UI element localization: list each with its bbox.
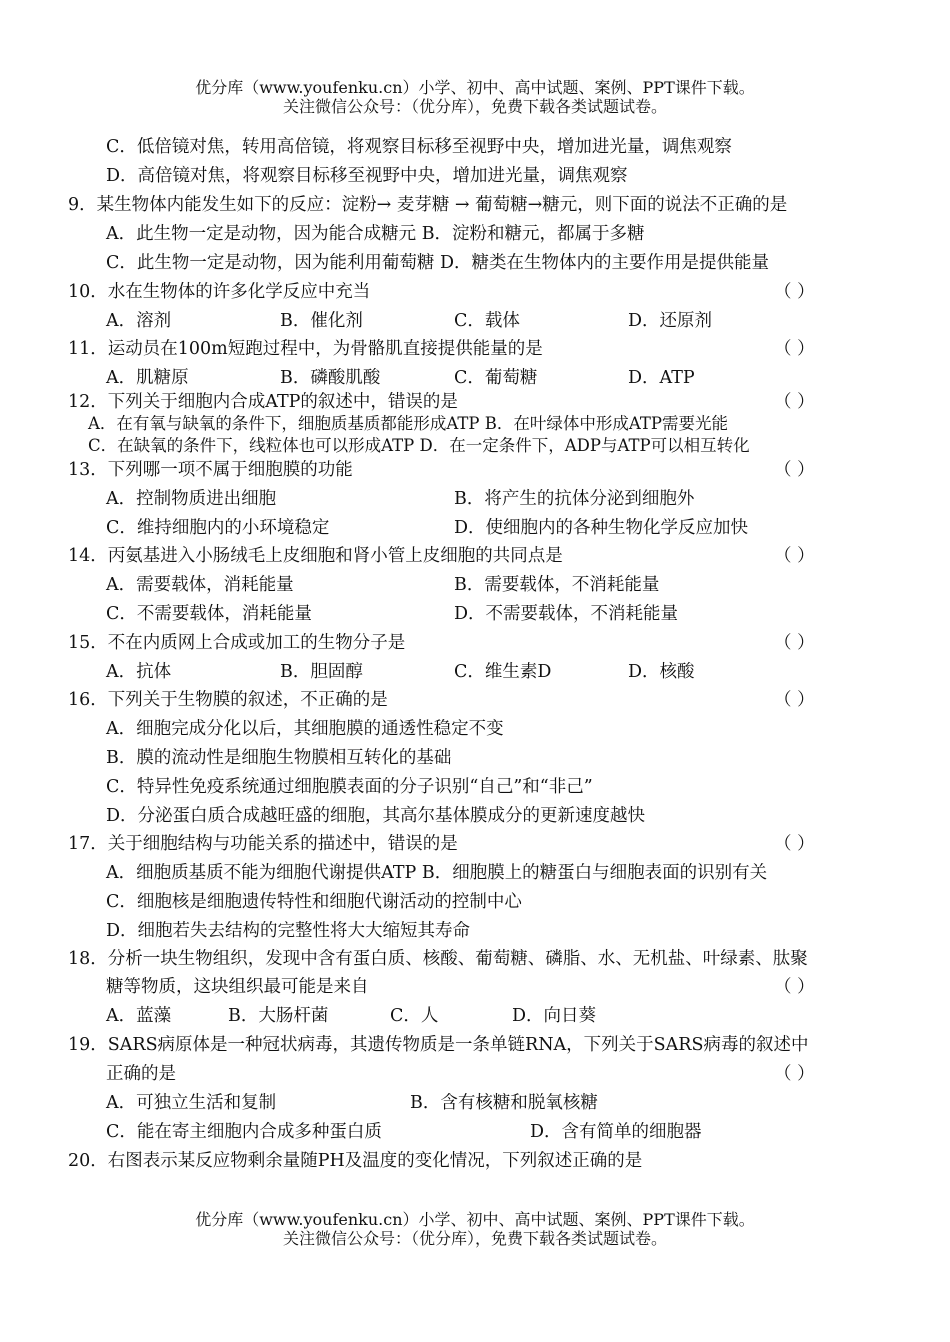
q15-option-d: D．核酸 xyxy=(628,662,695,682)
q8-option-c: C．低倍镜对焦，转用高倍镜，将观察目标移至视野中央，增加进光量，调焦观察 xyxy=(106,137,732,157)
q9-stem: 9．某生物体内能发生如下的反应：淀粉→ 麦芽糖 → 葡萄糖→糖元，则下面的说法不正确的是 xyxy=(68,195,788,215)
q16-stem: 16．下列关于生物膜的叙述，不正确的是 xyxy=(68,690,388,710)
q12-stem: 12．下列关于细胞内合成ATP的叙述中，错误的是 xyxy=(68,392,458,412)
q10-option-b: B．催化剂 xyxy=(280,311,363,331)
q15-answer-blank: （ ） xyxy=(774,633,815,653)
q14-option-d: D．不需要载体，不消耗能量 xyxy=(454,604,679,624)
q15-option-c: C．维生素D xyxy=(454,662,552,682)
q16-option-d: D．分泌蛋白质合成越旺盛的细胞，其高尔基体膜成分的更新速度越快 xyxy=(106,806,646,826)
q15-option-a: A．抗体 xyxy=(106,662,172,682)
q14-option-b: B．需要载体，不消耗能量 xyxy=(454,575,660,595)
q17-stem: 17．关于细胞结构与功能关系的描述中，错误的是 xyxy=(68,834,458,854)
q10-answer-blank: （ ） xyxy=(774,282,815,302)
q13-option-c: C．维持细胞内的小环境稳定 xyxy=(106,518,330,538)
q9-options-cd: C．此生物一定是动物，因为能利用葡萄糖 D．糖类在生物体内的主要作用是提供能量 xyxy=(106,253,769,273)
q18-option-d: D．向日葵 xyxy=(512,1006,597,1026)
q12-options-ab: A．在有氧与缺氧的条件下，细胞质基质都能形成ATP B．在叶绿体中形成ATP需要光能 xyxy=(88,414,729,433)
q19-stem-line-1: 19．SARS病原体是一种冠状病毒，其遗传物质是一条单链RNA，下列关于SARS病毒的叙述中 xyxy=(68,1035,809,1055)
q19-option-a: A．可独立生活和复制 xyxy=(106,1093,277,1113)
q19-answer-blank: （ ） xyxy=(774,1064,815,1084)
q16-answer-blank: （ ） xyxy=(774,690,815,710)
q15-option-b: B．胆固醇 xyxy=(280,662,363,682)
q18-option-a: A．蓝藻 xyxy=(106,1006,172,1026)
q13-stem: 13．下列哪一项不属于细胞膜的功能 xyxy=(68,460,353,480)
q14-option-a: A．需要载体，消耗能量 xyxy=(106,575,294,595)
footer-line-2: 关注微信公众号：（优分库），免费下载各类试题试卷。 xyxy=(282,1229,667,1248)
q14-stem: 14．丙氨基进入小肠绒毛上皮细胞和肾小管上皮细胞的共同点是 xyxy=(68,546,563,566)
q19-option-b: B．含有核糖和脱氧核糖 xyxy=(410,1093,598,1113)
q11-option-b: B．磷酸肌酸 xyxy=(280,368,381,388)
q9-options-ab: A．此生物一定是动物，因为能合成糖元 B．淀粉和糖元，都属于多糖 xyxy=(106,224,645,244)
q16-option-c: C．特异性免疫系统通过细胞膜表面的分子识别“自己”和“非己” xyxy=(106,777,593,797)
q18-option-b: B．大肠杆菌 xyxy=(228,1006,329,1026)
q8-option-d: D．高倍镜对焦，将观察目标移至视野中央，增加进光量，调焦观察 xyxy=(106,166,628,186)
q11-stem: 11．运动员在100m短跑过程中，为骨骼肌直接提供能量的是 xyxy=(68,339,543,359)
q16-option-a: A．细胞完成分化以后，其细胞膜的通透性稳定不变 xyxy=(106,719,504,739)
q10-stem: 10．水在生物体的许多化学反应中充当 xyxy=(68,282,371,302)
q12-options-cd: C．在缺氧的条件下，线粒体也可以形成ATP D．在一定条件下，ADP与ATP可以相互转化 xyxy=(88,436,750,455)
q19-option-d: D．含有简单的细胞器 xyxy=(530,1122,702,1142)
q10-option-a: A．溶剂 xyxy=(106,311,172,331)
q11-option-d: D．ATP xyxy=(628,368,695,388)
header-line-2: 关注微信公众号：（优分库），免费下载各类试题试卷。 xyxy=(282,97,667,116)
q15-stem: 15．不在内质网上合成或加工的生物分子是 xyxy=(68,633,406,653)
q10-option-c: C．载体 xyxy=(454,311,520,331)
q16-option-b: B．膜的流动性是细胞生物膜相互转化的基础 xyxy=(106,748,452,768)
q10-option-d: D．还原剂 xyxy=(628,311,713,331)
q14-option-c: C．不需要载体，消耗能量 xyxy=(106,604,312,624)
q17-option-d: D．细胞若失去结构的完整性将大大缩短其寿命 xyxy=(106,921,471,941)
q18-option-c: C．人 xyxy=(390,1006,439,1026)
q17-option-c: C．细胞核是细胞遗传特性和细胞代谢活动的控制中心 xyxy=(106,892,522,912)
q18-stem-line-1: 18．分析一块生物组织，发现中含有蛋白质、核酸、葡萄糖、磷脂、水、无机盐、叶绿素、肽聚 xyxy=(68,949,808,969)
q13-option-b: B．将产生的抗体分泌到细胞外 xyxy=(454,489,695,509)
q17-options-ab: A．细胞质基质不能为细胞代谢提供ATP B．细胞膜上的糖蛋白与细胞表面的识别有关 xyxy=(106,863,768,883)
q20-stem: 20．右图表示某反应物剩余量随PH及温度的变化情况，下列叙述正确的是 xyxy=(68,1151,643,1171)
q11-answer-blank: （ ） xyxy=(774,339,815,359)
q13-option-d: D．使细胞内的各种生物化学反应加快 xyxy=(454,518,749,538)
footer-line-1: 优分库（www.youfenku.cn）小学、初中、高中试题、案例、PPT课件下载。 xyxy=(195,1210,755,1229)
q17-answer-blank: （ ） xyxy=(774,834,815,854)
q19-option-c: C．能在寄主细胞内合成多种蛋白质 xyxy=(106,1122,382,1142)
q14-answer-blank: （ ） xyxy=(774,546,815,566)
q18-stem-line-2: 糖等物质，这块组织最可能是来自 xyxy=(106,977,369,997)
q11-option-c: C．葡萄糖 xyxy=(454,368,538,388)
q18-answer-blank: （ ） xyxy=(774,977,815,997)
q19-stem-line-2: 正确的是 xyxy=(106,1064,176,1084)
q13-answer-blank: （ ） xyxy=(774,460,815,480)
header-line-1: 优分库（www.youfenku.cn）小学、初中、高中试题、案例、PPT课件下载。 xyxy=(195,78,755,97)
q13-option-a: A．控制物质进出细胞 xyxy=(106,489,277,509)
q11-option-a: A．肌糖原 xyxy=(106,368,189,388)
page-header xyxy=(0,78,950,116)
page-footer xyxy=(0,1210,950,1248)
q12-answer-blank: （ ） xyxy=(774,392,815,412)
